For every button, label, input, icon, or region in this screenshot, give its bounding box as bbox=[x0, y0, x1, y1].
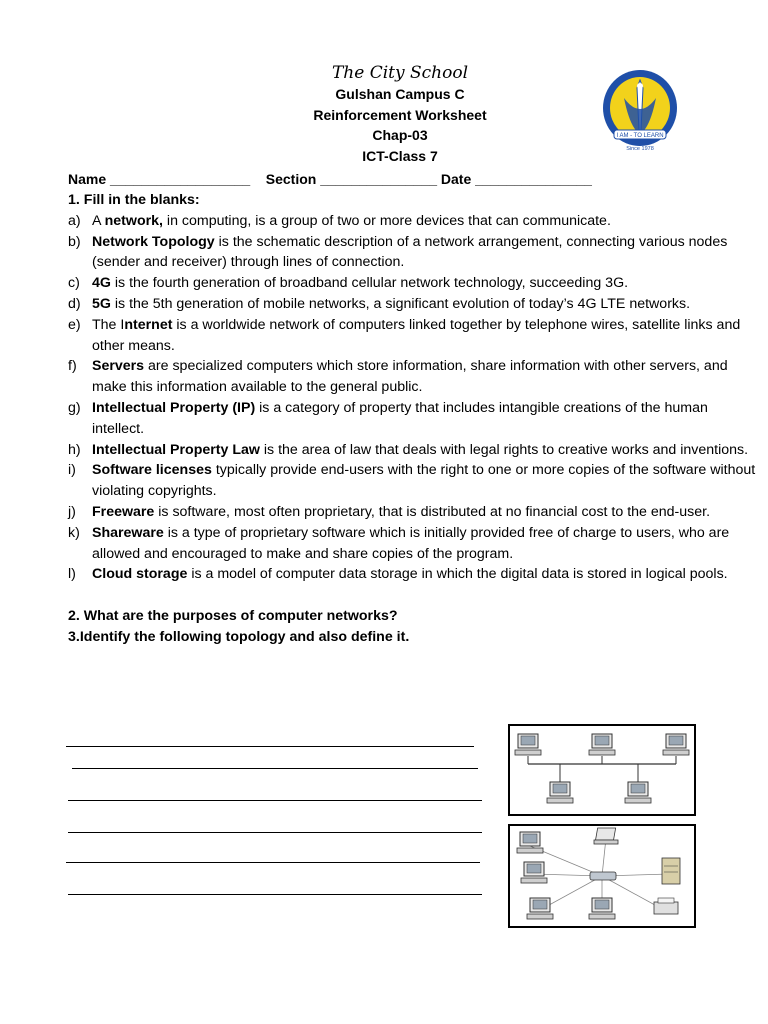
computer-icon bbox=[589, 898, 615, 919]
q1-item-text bbox=[92, 356, 758, 398]
q1-item-label: b) bbox=[68, 233, 81, 250]
q1-item bbox=[68, 211, 758, 232]
q1-item-rest: is a type of proprietary software which is initially provided free of charge to users, who are allowed and encouraged to make and share copies of the program. bbox=[92, 524, 730, 562]
q1-item-term: network, bbox=[104, 212, 163, 229]
q1-item bbox=[68, 232, 758, 274]
school-logo-icon bbox=[600, 68, 680, 154]
q1-item bbox=[68, 273, 758, 294]
q1-item-label: j) bbox=[68, 503, 76, 520]
q1-item-rest: is the 5th generation of mobile networks, a significant evolution of today’s 4G LTE networks. bbox=[110, 295, 691, 312]
name-label: Name bbox=[68, 171, 107, 187]
computer-icon bbox=[517, 832, 543, 853]
q1-item-rest: is software, most often proprietary, that is distributed at no financial cost to the end-user. bbox=[154, 503, 711, 520]
name-blank[interactable]: __________________ bbox=[110, 171, 251, 187]
q1-item-label: g) bbox=[68, 399, 81, 416]
q1-item-term: Software licenses bbox=[92, 462, 212, 479]
q1-item-term: Network Topology bbox=[92, 233, 215, 250]
computer-icon bbox=[625, 782, 651, 803]
q1-item-rest: is a category of property that includes intangible creations of the human intellect. bbox=[92, 399, 708, 437]
q1-item bbox=[68, 315, 758, 357]
date-blank[interactable]: _______________ bbox=[475, 171, 592, 187]
q1-item-label: k) bbox=[68, 524, 80, 541]
q1-item-term: Cloud storage bbox=[92, 566, 188, 583]
answer-line[interactable] bbox=[66, 746, 474, 747]
q1-item-text bbox=[92, 564, 758, 585]
q1-item-term: Intellectual Property Law bbox=[92, 441, 260, 458]
q3-title: 3.Identify the following topology and also define it. bbox=[68, 628, 410, 645]
q1-title: 1. Fill in the blanks: bbox=[68, 192, 200, 208]
section-label: Section bbox=[265, 171, 317, 187]
q1-item-label: i) bbox=[68, 462, 76, 479]
q1-item-label: l) bbox=[68, 566, 76, 583]
answer-line[interactable] bbox=[66, 862, 480, 863]
q1-item-text bbox=[92, 315, 758, 357]
q1-item-pre: The I bbox=[92, 316, 125, 333]
logo-since: Since 1978 bbox=[626, 146, 654, 152]
q1-item bbox=[68, 523, 758, 565]
q1-item-rest: is the fourth generation of broadband cellular network technology, succeeding 3G. bbox=[110, 275, 629, 292]
q1-list bbox=[68, 211, 758, 585]
q1-item-term: Servers bbox=[92, 358, 145, 375]
computer-icon bbox=[663, 734, 689, 755]
answer-line[interactable] bbox=[68, 800, 482, 801]
student-info-row bbox=[68, 170, 592, 188]
q1-item-term: Intellectual Property (IP) bbox=[92, 399, 256, 416]
bus-topology-diagram bbox=[508, 724, 696, 816]
chapter-label: Chap-03 bbox=[372, 127, 428, 143]
logo-motto: I AM - TO LEARN bbox=[616, 133, 664, 139]
hub-icon bbox=[590, 872, 616, 880]
q1-item-term: 4G bbox=[92, 275, 111, 292]
laptop-icon bbox=[594, 828, 618, 844]
worksheet-header bbox=[200, 62, 600, 166]
q1-item-label: h) bbox=[68, 441, 81, 458]
computer-icon bbox=[589, 734, 615, 755]
server-icon bbox=[662, 858, 680, 884]
q1-item-term: 5G bbox=[92, 295, 111, 312]
q1-item bbox=[68, 294, 758, 315]
computer-icon bbox=[521, 862, 547, 883]
answer-line[interactable] bbox=[72, 768, 478, 769]
q1-item bbox=[68, 564, 758, 585]
q1-item bbox=[68, 356, 758, 398]
worksheet-body bbox=[68, 190, 758, 648]
q1-item-rest: typically provide end-users with the right to one or more copies of the software without violating copyrights. bbox=[92, 462, 756, 500]
school-name: The City School bbox=[331, 63, 469, 83]
q1-item-label: c) bbox=[68, 275, 80, 292]
q1-item-rest: in computing, is a group of two or more devices that can communicate. bbox=[162, 212, 611, 229]
q1-item bbox=[68, 398, 758, 440]
star-topology-diagram bbox=[508, 824, 696, 928]
printer-icon bbox=[654, 898, 678, 914]
campus-name: Gulshan Campus C bbox=[335, 86, 465, 102]
q1-item-rest: is a model of computer data storage in which the digital data is stored in logical pools. bbox=[187, 566, 728, 583]
q1-item-rest: is the schematic description of a network arrangement, connecting various nodes (sender and receiver) through lines of connection. bbox=[92, 233, 728, 271]
answer-line[interactable] bbox=[68, 894, 482, 895]
q1-item-text bbox=[92, 440, 758, 461]
answer-line[interactable] bbox=[68, 832, 482, 833]
q1-item-text bbox=[92, 294, 758, 315]
computer-icon bbox=[527, 898, 553, 919]
date-label: Date bbox=[440, 171, 472, 187]
q1-item-text bbox=[92, 523, 758, 565]
q1-item bbox=[68, 502, 758, 523]
q1-item-pre: A bbox=[92, 212, 105, 229]
section-blank[interactable]: _______________ bbox=[320, 171, 438, 187]
computer-icon bbox=[515, 734, 541, 755]
worksheet-title: Reinforcement Worksheet bbox=[313, 106, 487, 123]
q1-item-text bbox=[92, 398, 758, 440]
q1-item bbox=[68, 440, 758, 461]
q1-item-rest: is the area of law that deals with legal rights to creative works and inventions. bbox=[259, 441, 749, 458]
q1-item-label: f) bbox=[68, 358, 77, 375]
q1-item-text bbox=[92, 232, 758, 274]
q1-item-label: e) bbox=[68, 316, 81, 333]
q1-item-rest: are specialized computers which store information, share information with other servers, and make this information available to the general public. bbox=[92, 358, 728, 396]
q1-item-term: Shareware bbox=[92, 524, 164, 541]
q1-item-term: nternet bbox=[124, 316, 173, 333]
q2-title: 2. What are the purposes of computer networks? bbox=[68, 608, 398, 625]
computer-icon bbox=[547, 782, 573, 803]
q1-item-text bbox=[92, 460, 758, 502]
q1-item-label: a) bbox=[68, 212, 81, 229]
q1-item-label: d) bbox=[68, 295, 81, 312]
q1-item-text bbox=[92, 273, 758, 294]
q1-item bbox=[68, 460, 758, 502]
q1-item-term: Freeware bbox=[92, 503, 155, 520]
q1-item-text bbox=[92, 502, 758, 523]
q1-item-rest: is a worldwide network of computers linked together by telephone wires, satellite links and other means. bbox=[92, 316, 741, 354]
class-label: ICT-Class 7 bbox=[362, 147, 438, 164]
q1-item-text bbox=[92, 211, 758, 232]
